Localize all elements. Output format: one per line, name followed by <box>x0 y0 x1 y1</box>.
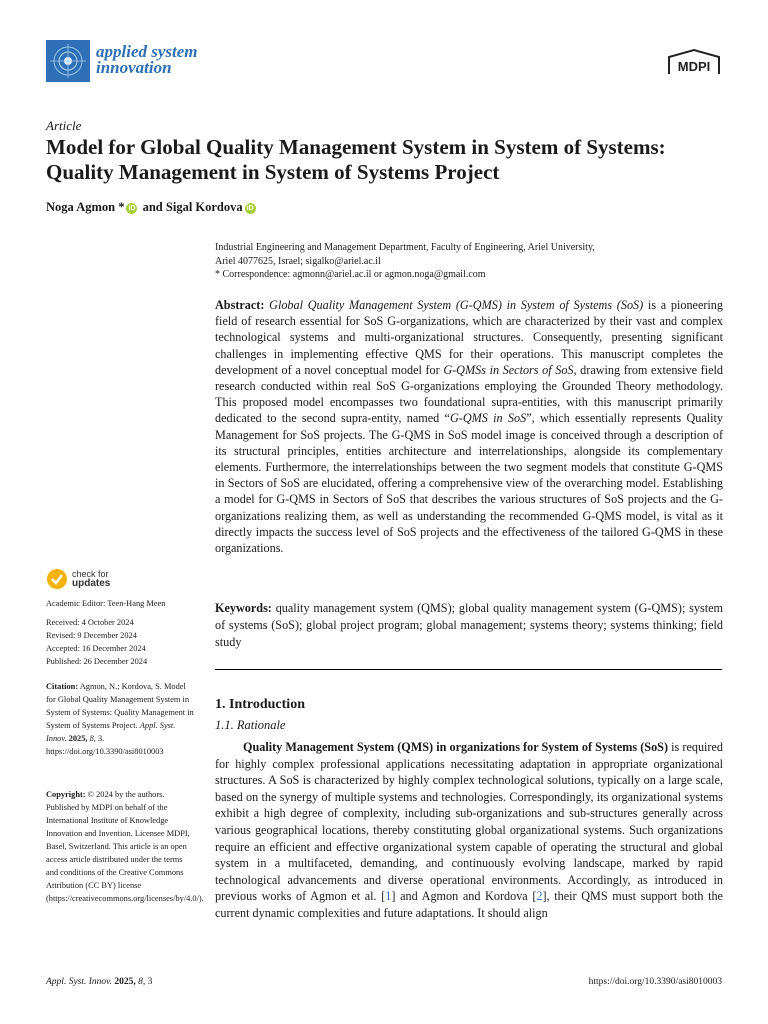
section-divider <box>215 669 722 670</box>
mdpi-logo[interactable] <box>666 48 722 76</box>
dates <box>46 616 196 668</box>
footer-volume: 8, <box>135 977 146 987</box>
intro-text: is required for highly complex professional applications necessitating adaptation in appropriate organizational structures. A SoS is characterized by highly complex technological solutions, typically on a large scale, based on the synergy of multiple systems and technologies. Correspondingly, its organizational systems exhibit a high degree of complexity, including sub-organizations and sub-structures generally across various geographical locations, thereby constituting global organizational systems. Such organizations require an efficient and effective organizational system capable of operating the structural and global system in a multifaceted, demanding, and continuously evolving landscape, marked by rapid technological advancements and diverse operational environments. Accordingly, as introduced in previous works of Agmon et al. [ <box>215 740 723 904</box>
article-type: Article <box>46 118 82 133</box>
copyright <box>46 788 204 905</box>
check-for-updates-badge[interactable] <box>46 568 166 592</box>
date-accepted: Accepted: 16 December 2024 <box>46 644 146 653</box>
author-2[interactable]: Sigal Kordova <box>165 200 243 214</box>
abstract-label: Abstract: <box>215 298 265 312</box>
abstract-text: is a pioneering field of research essential for SoS G-organizations, which are characterized by their vast and complex technological systems and multi-organizational structures. Consequently, presenting significant challenges in implementing effective QMS for their operations. This manuscript completes the development of a novel conceptual model for <box>215 298 723 377</box>
citation-journal: Appl. Syst. Innov. <box>46 721 176 743</box>
correspondence: * Correspondence: agmonn@ariel.ac.il or agmon.noga@gmail.com <box>215 269 486 280</box>
keywords-label: Keywords: <box>215 601 272 615</box>
abstract-model-name: G-QMSs in Sectors of SoS <box>443 362 574 377</box>
abstract-topic: Global Quality Management System (G-QMS) in System of Systems (SoS) <box>269 298 644 312</box>
citation-volume: 8, <box>87 734 96 743</box>
date-revised: Revised: 9 December 2024 <box>46 631 137 640</box>
citation-year: 2025, <box>66 734 88 743</box>
intro-lead: Quality Management System (QMS) in organizations for System of Systems (SoS) <box>243 740 669 754</box>
footer-journal: Appl. Syst. Innov. <box>46 977 113 987</box>
check-text-line1: check for <box>72 569 109 579</box>
affiliation-line1: Industrial Engineering and Management Department, Faculty of Engineering, Ariel University, <box>215 242 595 253</box>
citation-text: Agmon, N.; Kordova, S. Model for Global Quality Management System in System of Systems: Quality Management in System of Systems Project. <box>46 682 194 730</box>
intro-text: ], their QMS must support both the current dynamic complexities and future adaptations. It should align <box>215 889 723 920</box>
academic-editor: Academic Editor: Teen-Hang Meen <box>46 599 166 608</box>
section-heading: 1. Introduction <box>215 697 305 712</box>
affiliation-line2: Ariel 4077625, Israel; sigalko@ariel.ac.il <box>215 255 381 267</box>
author-list <box>46 200 258 215</box>
abstract <box>215 297 723 556</box>
reference-link[interactable]: 2 <box>536 889 543 904</box>
footer-doi[interactable]: https://doi.org/10.3390/asi8010003 <box>588 977 722 987</box>
author-1[interactable]: Noga Agmon * <box>46 200 125 214</box>
citation <box>46 680 196 758</box>
keywords <box>215 600 723 651</box>
footer-year: 2025, <box>112 977 136 987</box>
author-connector: and <box>142 200 163 214</box>
check-icon <box>46 568 68 590</box>
abstract-text: ”, which essentially represents Quality Management for SoS projects. The G-QMS in SoS model image is conceived through a description of its structural principles, entities architecture and interrelationships, alongside its complementary elements. Furthermore, the interrelationships between the two segment models that constitute G-QMS in Sectors of SoS are elucidated, offering a comprehensive view of the overarching model. Establishing a model for G-QMS in Sectors of SoS that describes the various structures of SoS projects and the G-organizations realizing them, as well as understanding the recommended G-QMS model, is vital as it directly impacts the success level of SoS projects and the effectiveness of the tailored G-QMS in these organizations. <box>215 411 724 556</box>
intro-paragraph <box>215 739 723 922</box>
paper-title: Model for Global Quality Management System in System of Systems: Quality Management in System of Systems Project <box>46 135 666 184</box>
abstract-text: , drawing from extensive field research conducted within real SoS G-organizations employing the Grounded Theory methodology. This proposed model encompasses two foundational supra-entities, with this manuscript primarily dedicated to the second supra-entity, named “ <box>215 362 723 426</box>
intro-text: ] and Agmon and Kordova [ <box>391 889 537 904</box>
affiliation <box>215 241 725 282</box>
citation-doi[interactable]: 3. https://doi.org/10.3390/asi8010003 <box>46 734 164 756</box>
reference-link[interactable]: 1 <box>385 889 392 904</box>
journal-name-line1: applied system <box>96 42 198 61</box>
abstract-entity-name: G-QMS in SoS <box>449 411 527 426</box>
journal-name-line2: innovation <box>96 58 172 77</box>
keywords-text: quality management system (QMS); global quality management system (G-QMS); system of systems (SoS); global project program; global management; systems theory; systems thinking; field study <box>215 601 723 649</box>
journal-logo-icon <box>46 40 90 82</box>
footer-citation <box>46 977 152 987</box>
check-for-updates-label <box>72 570 110 588</box>
journal-name[interactable] <box>96 44 198 76</box>
subsection-heading: 1.1. Rationale <box>215 718 286 732</box>
copyright-text: © 2024 by the authors. Published by MDPI on behalf of the International Institute of Knowledge Innovation and Invention. Licensee MDPI, Basel, Switzerland. This article is an open access article distributed under the terms and conditions of the Creative Commons Attribution (CC BY) license (https://creativecommons.org/licenses/by/4.0/). <box>46 790 204 903</box>
orcid-icon[interactable]: iD <box>128 205 136 212</box>
date-received: Received: 4 October 2024 <box>46 618 134 627</box>
orcid-icon[interactable]: iD <box>246 205 254 212</box>
mdpi-logo-text: MDPI <box>677 59 711 74</box>
footer-page: 3 <box>145 977 153 987</box>
date-published: Published: 26 December 2024 <box>46 657 148 666</box>
check-text-line2: updates <box>72 578 111 589</box>
copyright-label: Copyright: <box>46 790 86 799</box>
citation-label: Citation: <box>46 682 79 691</box>
